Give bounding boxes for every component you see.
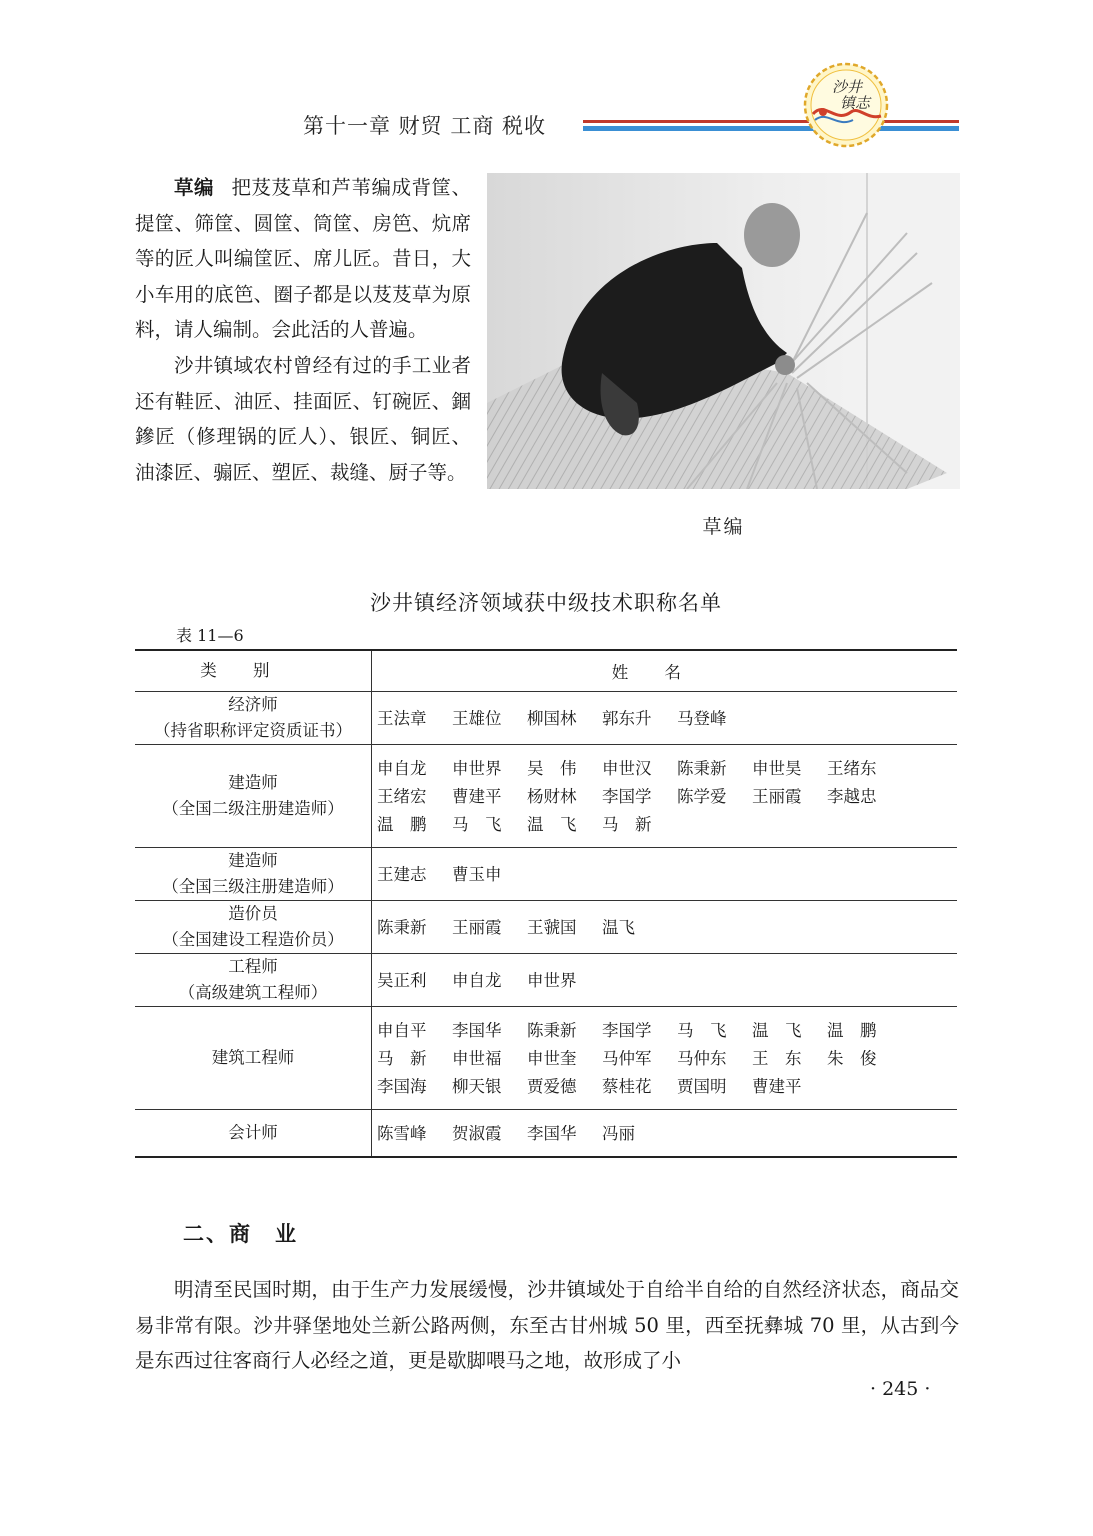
person-name: 曹玉申: [452, 865, 502, 884]
person-name: 申世界: [527, 971, 577, 990]
person-name: 马仲军: [602, 1049, 652, 1068]
person-name: 王绪东: [827, 759, 877, 778]
person-name: 马仲东: [677, 1049, 727, 1068]
table-row: [135, 901, 957, 954]
table-row: [135, 954, 957, 1007]
person-name: 陈学爱: [677, 787, 727, 806]
person-name: 马登峰: [677, 709, 727, 728]
intro-term: 草编: [174, 176, 214, 199]
category-subtitle: （全国二级注册建造师）: [162, 799, 344, 818]
category-title: 经济师: [228, 695, 278, 714]
person-name: 申自平: [377, 1021, 427, 1040]
seal-text-bottom: 镇志: [839, 94, 871, 112]
category-cell: [135, 1110, 372, 1158]
chapter-title: 第十一章 财贸 工商 税收: [303, 114, 547, 138]
person-name: 王雄位: [452, 709, 502, 728]
person-name: 温 鹏: [827, 1021, 877, 1040]
seal-text-top: 沙井: [831, 78, 863, 96]
person-name: 温 飞: [527, 815, 577, 834]
person-name: 李国海: [377, 1077, 427, 1096]
intro-paragraph-2: 沙井镇域农村曾经有过的手工业者还有鞋匠、油匠、挂面匠、钉碗匠、錮鏒匠（修理锅的匠人）、银匠、铜匠、油漆匠、骟匠、塑匠、裁缝、厨子等。: [135, 353, 471, 484]
person-name: 申世界: [452, 759, 502, 778]
table-row: [135, 1007, 957, 1110]
person-name: 申世奎: [527, 1049, 577, 1068]
qualification-table: [135, 649, 957, 1158]
table-row: [135, 1110, 957, 1158]
category-title: 建造师: [228, 851, 278, 870]
category-cell: [135, 901, 372, 954]
names-cell: [372, 901, 958, 954]
person-name: 马 新: [377, 1049, 427, 1068]
person-name: 杨财林: [527, 787, 577, 806]
page-number: · 245 ·: [870, 1378, 931, 1400]
person-name: 王绪宏: [377, 787, 427, 806]
person-name: 马 飞: [677, 1021, 727, 1040]
table-row: [135, 692, 957, 745]
section-paragraph: 明清至民国时期，由于生产力发展缓慢，沙井镇域处于自给半自给的自然经济状态，商品交易非常有限。沙井驿堡地处兰新公路两侧，东至古甘州城 50 里，西至抚彝城 70 里，从古到今是东西过往客商行人必经之道，更是歇脚喂马之地，故形成了小: [135, 1278, 959, 1372]
person-name: 王丽霞: [752, 787, 802, 806]
person-name: 李国学: [602, 1021, 652, 1040]
names-cell: [372, 745, 958, 848]
category-cell: [135, 692, 372, 745]
section-heading: 二、商 业: [183, 1222, 298, 1246]
names-cell: [372, 848, 958, 901]
person-name: 王丽霞: [452, 918, 502, 937]
person-name: 申自龙: [452, 971, 502, 990]
person-name: 温飞: [602, 918, 635, 937]
person-name: 贾国明: [677, 1077, 727, 1096]
person-name: 李国华: [452, 1021, 502, 1040]
town-seal-logo: [803, 62, 889, 148]
section-body: [135, 1272, 959, 1379]
category-cell: [135, 745, 372, 848]
names-cell: [372, 1007, 958, 1110]
header-names: 姓名: [372, 650, 958, 692]
header-rule: [583, 120, 959, 131]
person-name: 贺淑霞: [452, 1124, 502, 1143]
person-name: 申世汉: [602, 759, 652, 778]
category-subtitle: （高级建筑工程师）: [178, 983, 328, 1002]
table-title: 沙井镇经济领域获中级技术职称名单: [370, 591, 722, 615]
person-name: 柳国林: [527, 709, 577, 728]
person-name: 吴 伟: [527, 759, 577, 778]
category-cell: [135, 954, 372, 1007]
category-subtitle: （全国建设工程造价员）: [162, 930, 344, 949]
header-category: 类别: [135, 650, 372, 692]
category-cell: [135, 848, 372, 901]
person-name: 温 飞: [752, 1021, 802, 1040]
person-name: 温 鹏: [377, 815, 427, 834]
table-number: 表 11—6: [176, 626, 244, 645]
person-name: 柳天银: [452, 1077, 502, 1096]
person-name: 李国学: [602, 787, 652, 806]
intro-paragraph-1: [135, 170, 471, 348]
table-row: [135, 745, 957, 848]
person-name: 贾爱德: [527, 1077, 577, 1096]
person-name: 陈秉新: [377, 918, 427, 937]
person-name: 李国华: [527, 1124, 577, 1143]
person-name: 吴正利: [377, 971, 427, 990]
table-header-row: [135, 650, 957, 692]
person-name: 申自龙: [377, 759, 427, 778]
category-title: 工程师: [228, 957, 278, 976]
names-cell: [372, 954, 958, 1007]
person-name: 申世福: [452, 1049, 502, 1068]
person-name: 朱 俊: [827, 1049, 877, 1068]
category-title: 建筑工程师: [211, 1048, 295, 1067]
person-name: 陈秉新: [677, 759, 727, 778]
category-subtitle: （全国三级注册建造师）: [162, 877, 344, 896]
person-name: 王 东: [752, 1049, 802, 1068]
person-name: 马 飞: [452, 815, 502, 834]
table-row: [135, 848, 957, 901]
person-name: 马 新: [602, 815, 652, 834]
person-name: 王虢国: [527, 918, 577, 937]
names-cell: [372, 1110, 958, 1158]
person-name: 陈秉新: [527, 1021, 577, 1040]
straw-weaving-photo: [487, 173, 960, 489]
category-subtitle: （持省职称评定资质证书）: [154, 721, 352, 740]
names-cell: [372, 692, 958, 745]
person-name: 蔡桂花: [602, 1077, 652, 1096]
person-name: 王法章: [377, 709, 427, 728]
person-name: 冯丽: [602, 1124, 635, 1143]
person-name: 申世昊: [752, 759, 802, 778]
intro-text: [135, 170, 471, 490]
person-name: 陈雪峰: [377, 1124, 427, 1143]
person-name: 李越忠: [827, 787, 877, 806]
person-name: 郭东升: [602, 709, 652, 728]
photo-caption: 草编: [702, 516, 745, 538]
category-title: 造价员: [228, 904, 278, 923]
person-name: 王建志: [377, 865, 427, 884]
person-name: 曹建平: [752, 1077, 802, 1096]
category-title: 会计师: [228, 1123, 278, 1142]
intro-paragraph-1-text: 把芨芨草和芦苇编成背筐、提筐、筛筐、圆筐、筒筐、房笆、炕席等的匠人叫编筐匠、席儿匠。昔日，大小车用的底笆、圈子都是以芨芨草为原料，请人编制。会此活的人普遍。: [135, 176, 471, 342]
category-cell: [135, 1007, 372, 1110]
category-title: 建造师: [228, 773, 278, 792]
person-name: 曹建平: [452, 787, 502, 806]
